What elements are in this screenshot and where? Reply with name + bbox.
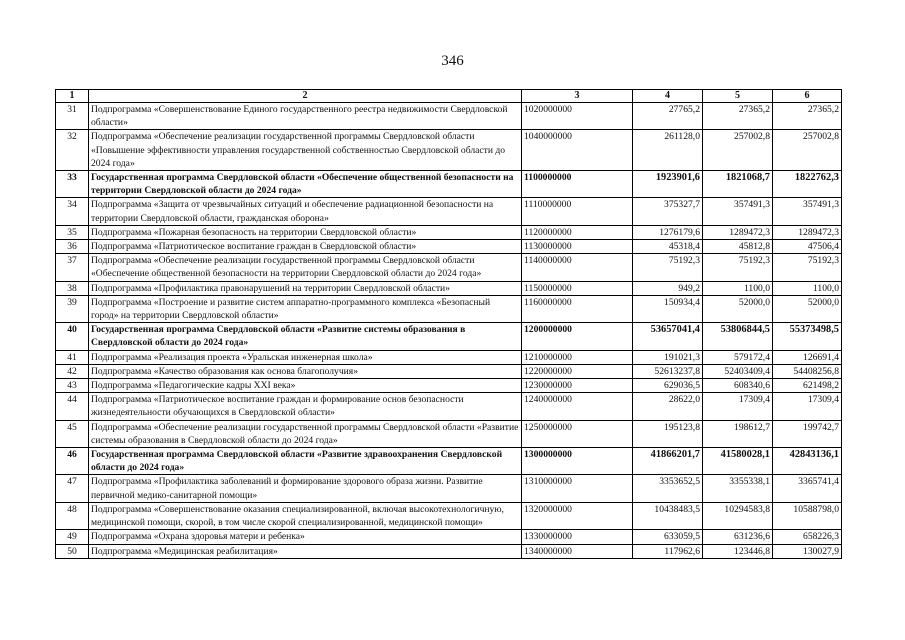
table-row bbox=[56, 225, 842, 239]
program-code: 1150000000 bbox=[522, 281, 633, 295]
amount-col-5: 631236,6 bbox=[703, 530, 773, 544]
amount-col-4: 261128,0 bbox=[633, 130, 703, 171]
row-number: 37 bbox=[56, 254, 89, 281]
table-row bbox=[56, 393, 842, 420]
amount-col-5: 257002,8 bbox=[703, 130, 773, 171]
table-header bbox=[56, 90, 842, 103]
amount-col-4: 28622,0 bbox=[633, 393, 703, 420]
amount-col-6: 52000,0 bbox=[773, 295, 842, 322]
program-name: Государственная программа Свердловской области «Развитие системы образования в Свердловской области до 2024 года» bbox=[89, 323, 522, 350]
table-row bbox=[56, 295, 842, 322]
amount-col-5: 1289472,3 bbox=[703, 225, 773, 239]
amount-col-5: 357491,3 bbox=[703, 198, 773, 225]
row-number: 38 bbox=[56, 281, 89, 295]
table-row bbox=[56, 323, 842, 350]
page-number: 346 bbox=[441, 53, 464, 69]
row-number: 36 bbox=[56, 240, 89, 254]
amount-col-6: 199742,7 bbox=[773, 420, 842, 447]
amount-col-5: 1821068,7 bbox=[703, 171, 773, 198]
amount-col-5: 579172,4 bbox=[703, 350, 773, 364]
budget-table bbox=[55, 89, 842, 559]
amount-col-4: 3353652,5 bbox=[633, 475, 703, 502]
amount-col-6: 658226,3 bbox=[773, 530, 842, 544]
amount-col-4: 75192,3 bbox=[633, 254, 703, 281]
row-number: 31 bbox=[56, 103, 89, 130]
amount-col-5: 123446,8 bbox=[703, 544, 773, 558]
row-number: 41 bbox=[56, 350, 89, 364]
program-name: Подпрограмма «Пожарная безопасность на территории Свердловской области» bbox=[89, 225, 522, 239]
amount-col-4: 45318,4 bbox=[633, 240, 703, 254]
table-row bbox=[56, 420, 842, 447]
amount-col-4: 633059,5 bbox=[633, 530, 703, 544]
program-code: 1230000000 bbox=[522, 379, 633, 393]
amount-col-5: 10294583,8 bbox=[703, 502, 773, 529]
table-row bbox=[56, 502, 842, 529]
row-number: 39 bbox=[56, 295, 89, 322]
amount-col-4: 191021,3 bbox=[633, 350, 703, 364]
amount-col-4: 629036,5 bbox=[633, 379, 703, 393]
amount-col-4: 1923901,6 bbox=[633, 171, 703, 198]
amount-col-6: 10588798,0 bbox=[773, 502, 842, 529]
row-number: 43 bbox=[56, 379, 89, 393]
amount-col-6: 257002,8 bbox=[773, 130, 842, 171]
amount-col-6: 75192,3 bbox=[773, 254, 842, 281]
row-number: 47 bbox=[56, 475, 89, 502]
row-number: 35 bbox=[56, 225, 89, 239]
program-code: 1130000000 bbox=[522, 240, 633, 254]
amount-col-5: 52403409,4 bbox=[703, 364, 773, 378]
table-row bbox=[56, 448, 842, 475]
row-number: 50 bbox=[56, 544, 89, 558]
program-name: Подпрограмма «Защита от чрезвычайных ситуаций и обеспечение радиационной безопасности на территории Свердловской области, гражданская оборона» bbox=[89, 198, 522, 225]
program-code: 1310000000 bbox=[522, 475, 633, 502]
program-name: Государственная программа Свердловской области «Обеспечение общественной безопасности на территории Свердловской области до 2024 года» bbox=[89, 171, 522, 198]
row-number: 46 bbox=[56, 448, 89, 475]
amount-col-5: 41580028,1 bbox=[703, 448, 773, 475]
amount-col-5: 3355338,1 bbox=[703, 475, 773, 502]
table-row bbox=[56, 530, 842, 544]
program-name: Подпрограмма «Охрана здоровья матери и ребенка» bbox=[89, 530, 522, 544]
program-name: Подпрограмма «Совершенствование Единого государственного реестра недвижимости Свердловской области» bbox=[89, 103, 522, 130]
program-code: 1330000000 bbox=[522, 530, 633, 544]
amount-col-6: 1289472,3 bbox=[773, 225, 842, 239]
amount-col-4: 52613237,8 bbox=[633, 364, 703, 378]
amount-col-6: 47506,4 bbox=[773, 240, 842, 254]
amount-col-6: 1822762,3 bbox=[773, 171, 842, 198]
amount-col-5: 1100,0 bbox=[703, 281, 773, 295]
program-name: Подпрограмма «Обеспечение реализации государственной программы Свердловской области «Развитие системы образования в Свердловской области до 2024 года» bbox=[89, 420, 522, 447]
amount-col-4: 27765,2 bbox=[633, 103, 703, 130]
program-code: 1120000000 bbox=[522, 225, 633, 239]
program-code: 1210000000 bbox=[522, 350, 633, 364]
table-row bbox=[56, 475, 842, 502]
amount-col-4: 375327,7 bbox=[633, 198, 703, 225]
table-row bbox=[56, 379, 842, 393]
program-code: 1160000000 bbox=[522, 295, 633, 322]
amount-col-6: 130027,9 bbox=[773, 544, 842, 558]
row-number: 33 bbox=[56, 171, 89, 198]
amount-col-4: 1276179,6 bbox=[633, 225, 703, 239]
row-number: 48 bbox=[56, 502, 89, 529]
amount-col-5: 198612,7 bbox=[703, 420, 773, 447]
amount-col-5: 45812,8 bbox=[703, 240, 773, 254]
amount-col-4: 41866201,7 bbox=[633, 448, 703, 475]
amount-col-6: 357491,3 bbox=[773, 198, 842, 225]
program-code: 1140000000 bbox=[522, 254, 633, 281]
table-row bbox=[56, 254, 842, 281]
program-name: Подпрограмма «Профилактика заболеваний и формирование здорового образа жизни. Развитие первичной медико-санитарной помощи» bbox=[89, 475, 522, 502]
column-header-3: 3 bbox=[522, 90, 633, 103]
program-name: Подпрограмма «Совершенствование оказания специализированной, включая высокотехнологичную, медицинской помощи, скорой, в том числе скорой специализированной, медицинской помощи» bbox=[89, 502, 522, 529]
program-name: Подпрограмма «Обеспечение реализации государственной программы Свердловской области «Обеспечение общественной безопасности на территории Свердловской области до 2024 года» bbox=[89, 254, 522, 281]
table-row bbox=[56, 198, 842, 225]
program-name: Подпрограмма «Качество образования как основа благополучия» bbox=[89, 364, 522, 378]
table-row bbox=[56, 240, 842, 254]
program-name: Подпрограмма «Патриотическое воспитание граждан в Свердловской области» bbox=[89, 240, 522, 254]
row-number: 40 bbox=[56, 323, 89, 350]
program-name: Подпрограмма «Профилактика правонарушений на территории Свердловской области» bbox=[89, 281, 522, 295]
program-code: 1040000000 bbox=[522, 130, 633, 171]
amount-col-6: 17309,4 bbox=[773, 393, 842, 420]
table-row bbox=[56, 281, 842, 295]
amount-col-5: 52000,0 bbox=[703, 295, 773, 322]
row-number: 34 bbox=[56, 198, 89, 225]
program-code: 1200000000 bbox=[522, 323, 633, 350]
table-row bbox=[56, 130, 842, 171]
column-header-5: 5 bbox=[703, 90, 773, 103]
program-code: 1240000000 bbox=[522, 393, 633, 420]
program-code: 1100000000 bbox=[522, 171, 633, 198]
amount-col-6: 3365741,4 bbox=[773, 475, 842, 502]
amount-col-4: 10438483,5 bbox=[633, 502, 703, 529]
program-code: 1020000000 bbox=[522, 103, 633, 130]
amount-col-4: 117962,6 bbox=[633, 544, 703, 558]
row-number: 44 bbox=[56, 393, 89, 420]
amount-col-5: 27365,2 bbox=[703, 103, 773, 130]
table-body bbox=[56, 103, 842, 559]
amount-col-5: 75192,3 bbox=[703, 254, 773, 281]
program-name: Государственная программа Свердловской области «Развитие здравоохранения Свердловской области до 2024 года» bbox=[89, 448, 522, 475]
amount-col-5: 608340,6 bbox=[703, 379, 773, 393]
program-code: 1250000000 bbox=[522, 420, 633, 447]
amount-col-6: 621498,2 bbox=[773, 379, 842, 393]
amount-col-4: 195123,8 bbox=[633, 420, 703, 447]
program-code: 1300000000 bbox=[522, 448, 633, 475]
column-header-6: 6 bbox=[773, 90, 842, 103]
row-number: 32 bbox=[56, 130, 89, 171]
amount-col-6: 27365,2 bbox=[773, 103, 842, 130]
program-code: 1110000000 bbox=[522, 198, 633, 225]
amount-col-5: 53806844,5 bbox=[703, 323, 773, 350]
program-name: Подпрограмма «Реализация проекта «Уральская инженерная школа» bbox=[89, 350, 522, 364]
program-name: Подпрограмма «Педагогические кадры XXI века» bbox=[89, 379, 522, 393]
header-row bbox=[56, 90, 842, 103]
amount-col-4: 150934,4 bbox=[633, 295, 703, 322]
amount-col-5: 17309,4 bbox=[703, 393, 773, 420]
row-number: 45 bbox=[56, 420, 89, 447]
program-code: 1320000000 bbox=[522, 502, 633, 529]
amount-col-4: 949,2 bbox=[633, 281, 703, 295]
program-name: Подпрограмма «Обеспечение реализации государственной программы Свердловской области «Повышение эффективности управления государственной собственностью Свердловской области до 2024 года» bbox=[89, 130, 522, 171]
column-header-2: 2 bbox=[89, 90, 522, 103]
row-number: 49 bbox=[56, 530, 89, 544]
program-code: 1220000000 bbox=[522, 364, 633, 378]
program-name: Подпрограмма «Патриотическое воспитание граждан и формирование основ безопасности жизнедеятельности обучающихся в Свердловской области» bbox=[89, 393, 522, 420]
column-header-1: 1 bbox=[56, 90, 89, 103]
program-name: Подпрограмма «Построение и развитие систем аппаратно-программного комплекса «Безопасный город» на территории Свердловской области» bbox=[89, 295, 522, 322]
amount-col-6: 42843136,1 bbox=[773, 448, 842, 475]
amount-col-6: 55373498,5 bbox=[773, 323, 842, 350]
table-row bbox=[56, 103, 842, 130]
program-name: Подпрограмма «Медицинская реабилитация» bbox=[89, 544, 522, 558]
row-number: 42 bbox=[56, 364, 89, 378]
amount-col-6: 1100,0 bbox=[773, 281, 842, 295]
table-row bbox=[56, 171, 842, 198]
amount-col-6: 54408256,8 bbox=[773, 364, 842, 378]
amount-col-4: 53657041,4 bbox=[633, 323, 703, 350]
amount-col-6: 126691,4 bbox=[773, 350, 842, 364]
column-header-4: 4 bbox=[633, 90, 703, 103]
program-code: 1340000000 bbox=[522, 544, 633, 558]
table-row bbox=[56, 544, 842, 558]
table-row bbox=[56, 350, 842, 364]
table-row bbox=[56, 364, 842, 378]
